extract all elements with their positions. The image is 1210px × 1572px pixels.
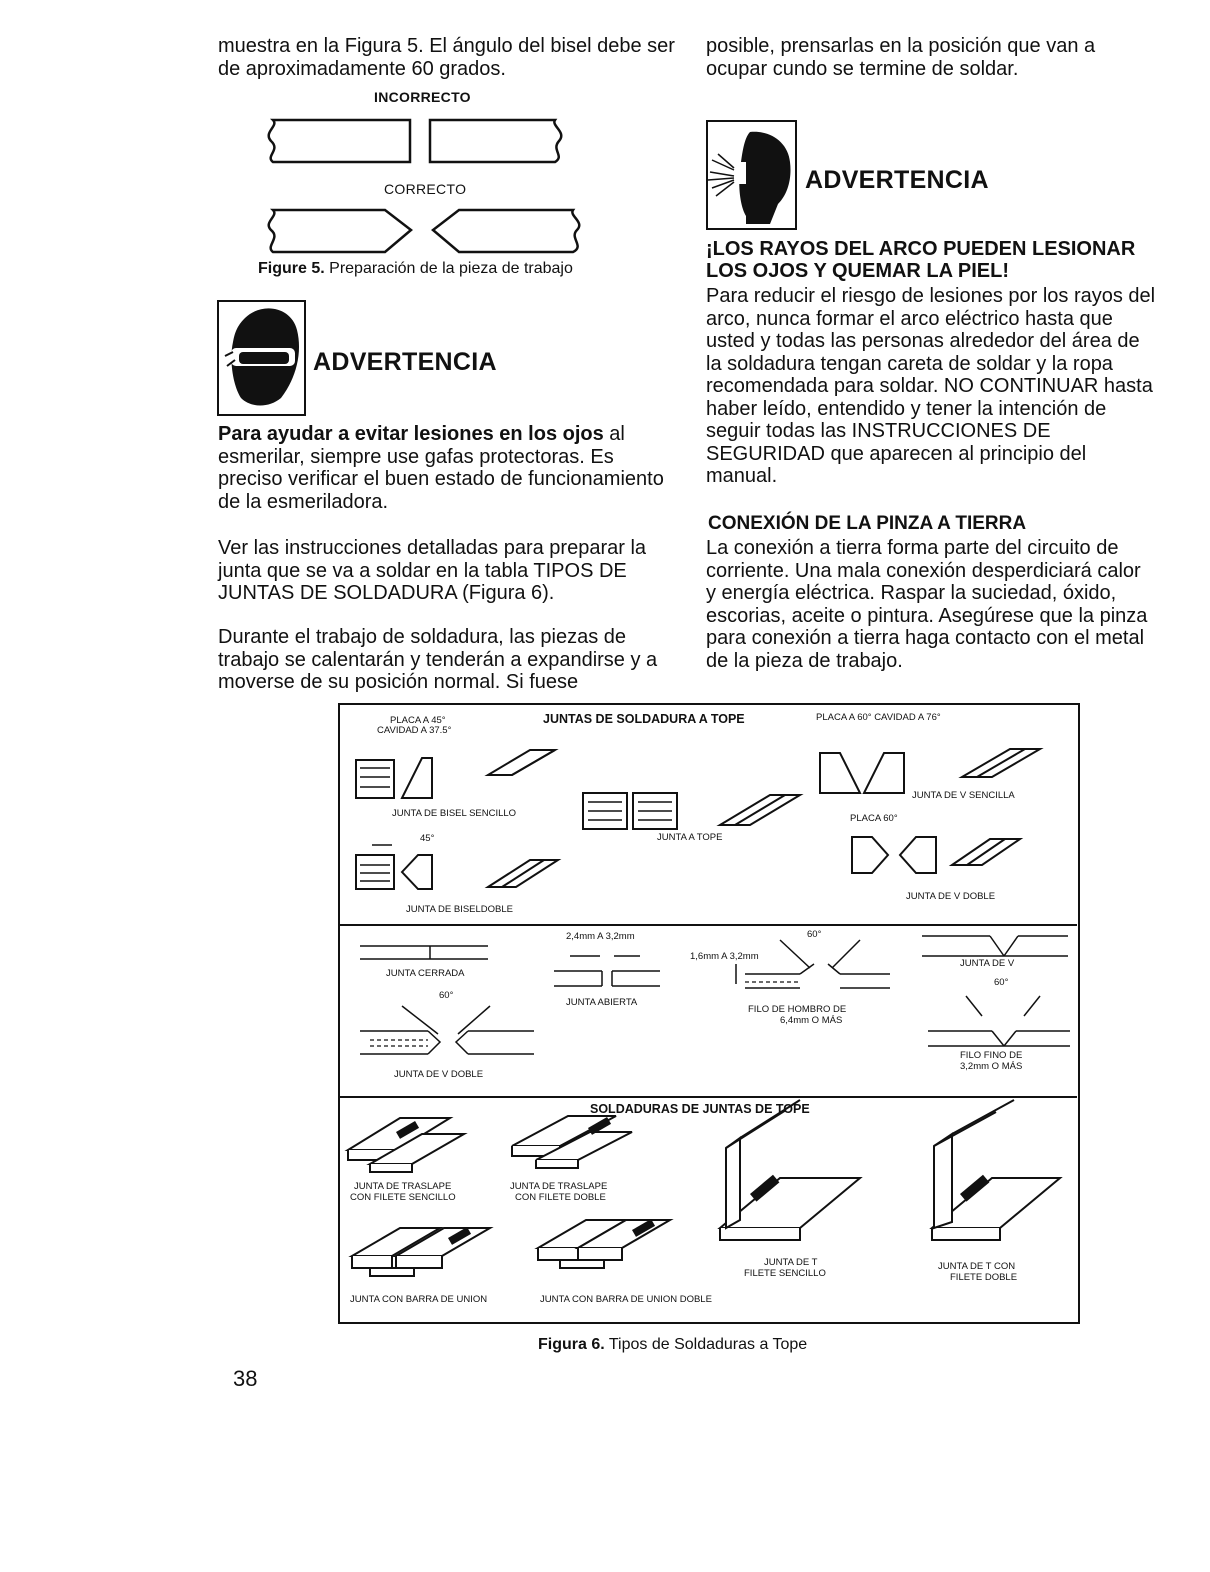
fig6-barra-union: JUNTA CON BARRA DE UNION (350, 1294, 488, 1305)
right-intro: posible, prensarlas en la posición que van a ocupar cundo se termine de soldar. (706, 35, 1096, 80)
fig6-bisel-doble: JUNTA DE BISELDOBLE (406, 904, 513, 915)
fig6-v-doble-p2: JUNTA DE V DOBLE (394, 1069, 484, 1080)
fig5-caption (258, 260, 573, 278)
fig6-v-sencilla: JUNTA DE V SENCILLA (912, 790, 1015, 801)
welding-helmet-icon (706, 120, 798, 232)
right-warning-title: ADVERTENCIA (805, 166, 989, 194)
fig6-traslape-sencillo-2: CON FILETE SENCILLO (350, 1192, 456, 1203)
fig6-frame (338, 703, 1080, 1324)
fig6-abierta: JUNTA ABIERTA (566, 997, 638, 1008)
fig5-caption-text: Preparación de la pieza de trabajo (329, 260, 573, 277)
fig6-cavidad375: CAVIDAD A 37.5° (377, 725, 452, 736)
fig6-traslape-doble-2: CON FILETE DOBLE (515, 1192, 606, 1203)
fig5-caption-label: Figure 5. (258, 260, 325, 277)
fig6-t-sencillo-2: FILETE SENCILLO (744, 1268, 826, 1279)
left-warning-title: ADVERTENCIA (313, 348, 497, 376)
left-intro: muestra en la Figura 5. El ángulo del bisel debe ser de aproximadamente 60 grados. (218, 35, 675, 80)
fig6-gap: 2,4mm A 3,2mm (566, 931, 635, 942)
fig6-p3-title: SOLDADURAS DE JUNTAS DE TOPE (590, 1102, 810, 1116)
fig6-traslape-doble: JUNTA DE TRASLAPE (510, 1181, 608, 1192)
fig6-cerrada: JUNTA CERRADA (386, 968, 465, 979)
fig6-filo-hombro-2: 6,4mm O MÁS (780, 1015, 843, 1026)
fig6-t-sencillo: JUNTA DE T (764, 1257, 818, 1268)
fig6-caption-text: Tipos de Soldaduras a Tope (604, 1336, 808, 1353)
fig6-placa60-cavidad76: PLACA A 60° CAVIDAD A 76° (816, 712, 941, 723)
left-warning-bold: Para ayudar a evitar lesiones en los ojos (218, 423, 604, 445)
fig6-bisel-sencillo: JUNTA DE BISEL SENCILLO (392, 808, 517, 819)
left-para3: Durante el trabajo de soldadura, las piezas de trabajo se calentarán y tenderán a expandirse y a moverse de su posición normal. Si fuese (218, 626, 658, 693)
left-para2: Ver las instrucciones detalladas para preparar la junta que se va a soldar en la tabla TIPOS DE JUNTAS DE SOLDADURA (Figura 6). (218, 537, 647, 604)
fig6-placa45: PLACA A 45° (390, 715, 446, 726)
fig6-angle45: 45° (420, 833, 435, 844)
fig6-shoulder-gap: 1,6mm A 3,2mm (690, 951, 759, 962)
fig6-caption (538, 1336, 807, 1354)
fig6-barra-union-doble: JUNTA CON BARRA DE UNION DOBLE (540, 1294, 712, 1305)
ground-clamp-text: La conexión a tierra forma parte del circuito de corriente. Una mala conexión desperdiciará calor y energía eléctrica. Raspar la suciedad, óxido, escorias, aceite o pintura. Asegúrese que la pinza para conexión a tierra haga contacto con el metal de la pieza de trabajo. (706, 537, 1148, 672)
right-warning-head: ¡LOS RAYOS DEL ARCO PUEDEN LESIONAR LOS OJOS Y QUEMAR LA PIEL! (706, 238, 1136, 282)
fig6-t-doble: JUNTA DE T CON (938, 1261, 1016, 1272)
fig6-filo-fino: FILO FINO DE (960, 1050, 1023, 1061)
right-warning-text: Para reducir el riesgo de lesiones por los rayos del arco, nunca formar el arco eléctrico hasta que usted y todas las personas alrededor del área de la soldadura tengan careta de soldar y la ropa recomendada para soldar. NO CONTINUAR hasta haber leído, entendido y tener la intención de seguir todas las INSTRUCCIONES DE SEGURIDAD que aparecen al principio del manual. (706, 285, 1156, 487)
fig6-v-doble-p1: JUNTA DE V DOBLE (906, 891, 996, 902)
fig5-incorrect-label: INCORRECTO (374, 89, 471, 105)
fig6-filo-fino-2: 3,2mm O MÁS (960, 1061, 1023, 1072)
fig6-traslape-sencillo: JUNTA DE TRASLAPE (354, 1181, 452, 1192)
fig5-correct-label: CORRECTO (384, 181, 467, 197)
ground-clamp-title: CONEXIÓN DE LA PINZA A TIERRA (708, 513, 1027, 534)
fig6-junta-v: JUNTA DE V (960, 958, 1015, 969)
fig6-angle60b: 60° (807, 929, 822, 940)
fig6-angle60a: 60° (439, 990, 454, 1001)
page-number: 38 (233, 1366, 258, 1391)
left-warning-text (218, 423, 668, 513)
fig6-filo-hombro: FILO DE HOMBRO DE (748, 1004, 847, 1015)
fig6-caption-label: Figura 6. (538, 1336, 605, 1353)
fig6-angle60c: 60° (994, 977, 1009, 988)
safety-goggles-icon (217, 300, 307, 418)
left-warning-body: al esmerilar, siempre use gafas protectoras. Es preciso verificar el buen estado de funcionamiento de la esmeriladora. (218, 423, 664, 513)
fig6-weld-drawings (340, 1098, 1077, 1323)
fig6-placa60: PLACA 60° (850, 813, 898, 824)
fig6-p1-title: JUNTAS DE SOLDADURA A TOPE (543, 712, 745, 726)
fig6-a-tope: JUNTA A TOPE (657, 832, 723, 843)
fig6-t-doble-2: FILETE DOBLE (950, 1272, 1018, 1283)
